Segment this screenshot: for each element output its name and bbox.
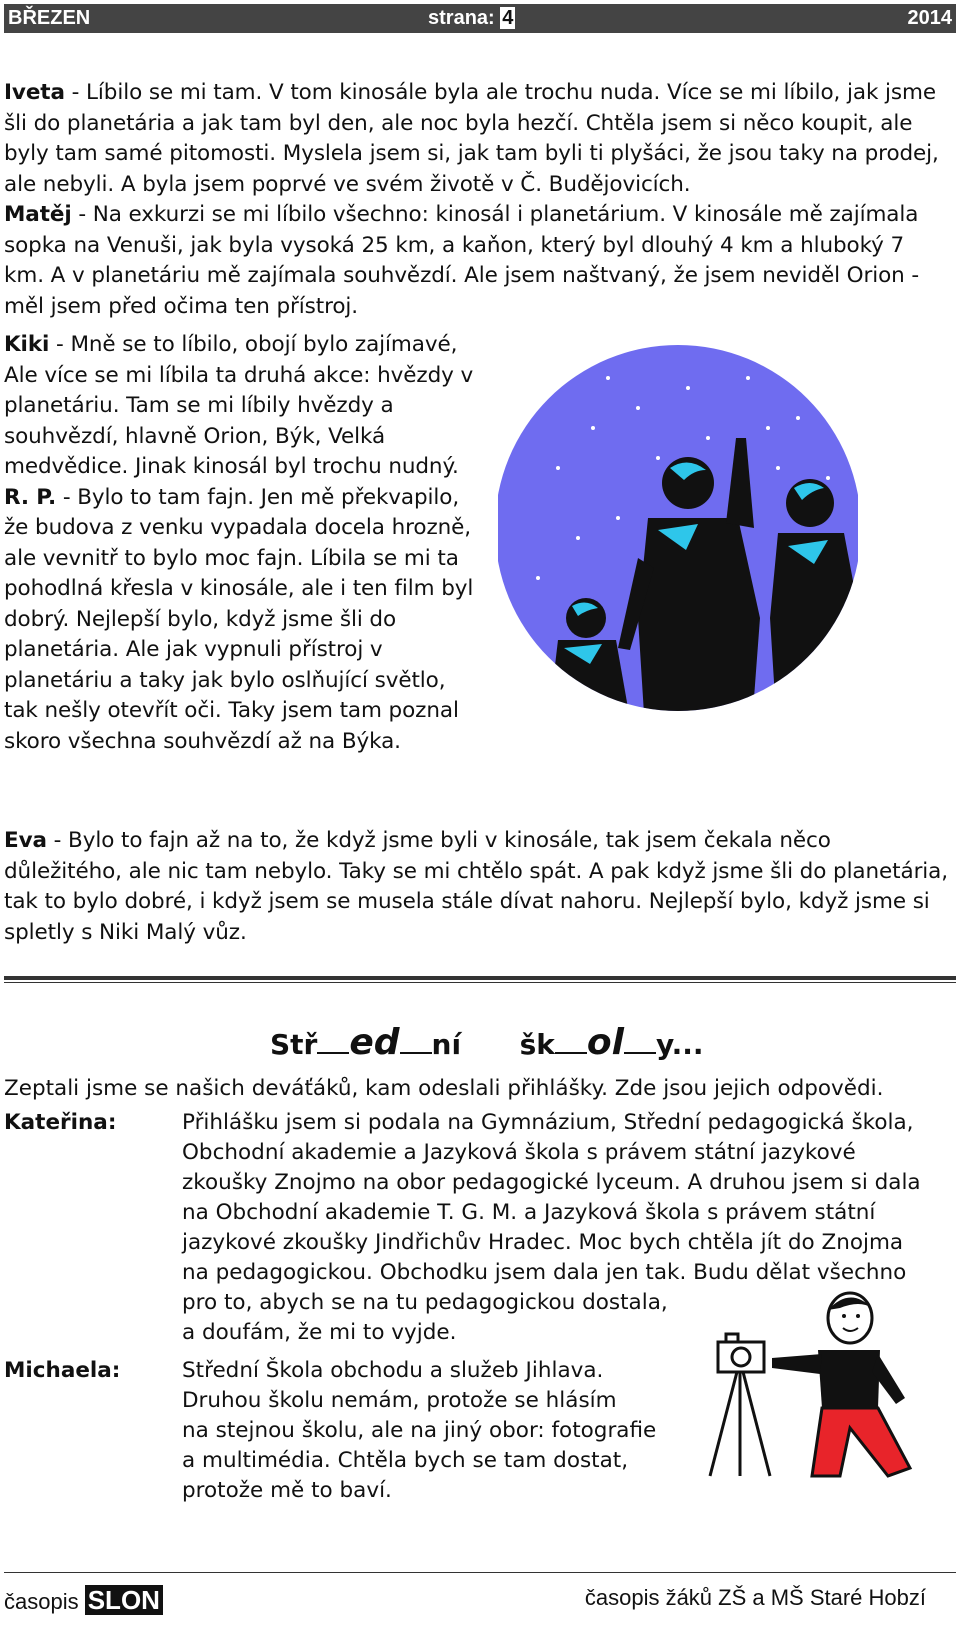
respondent-name: Michaela: bbox=[4, 1358, 121, 1383]
title-part: y... bbox=[655, 1028, 704, 1061]
title-part: šk bbox=[519, 1028, 555, 1061]
footer-divider bbox=[4, 1572, 956, 1573]
opinions-top bbox=[4, 78, 939, 322]
opinion-paragraph bbox=[4, 483, 474, 758]
answer-line: Přihlášku jsem si podala na Gymnázium, Střední pedagogická škola, bbox=[182, 1110, 914, 1135]
page-header bbox=[4, 4, 956, 33]
photographer-illustration bbox=[700, 1288, 920, 1478]
header-page-number: 4 bbox=[502, 7, 514, 29]
opinion-paragraph bbox=[4, 78, 939, 200]
opinion-text: - Líbilo se mi tam. V tom kinosále byla ale trochu nuda. Více se mi líbilo, jak jsme šli do planetária a jak tam byl den, ale noc byla hezčí. Chtěla jsem si něco koupit, ale byly tam samé pitomosti. Myslela jsem si, jak tam byli ti plyšáci, že jsou taky na prodej, ale nebyli. A byla jsem poprvé ve svém životě v Č. Budějovicích. bbox=[4, 80, 939, 197]
answer-line: zkoušky Znojmo na obor pedagogické lyceum. A druhou jsem si dala bbox=[182, 1170, 921, 1195]
person bbox=[772, 1293, 910, 1476]
opinion-paragraph bbox=[4, 826, 952, 948]
opinion-text: - Na exkurzi se mi líbilo všechno: kinosál i planetárium. V kinosále mě zajímala sopka na Venuši, jak byla vysoká 25 km, a kaňon, který byl dlouhý 4 km a hluboký 7 km. A v planetáriu mě zajímala souhvězdí. Ale jsem naštvaný, že jsem neviděl Orion - měl jsem před očima ten přístroj. bbox=[4, 202, 920, 319]
opinion-text: - Bylo to tam fajn. Jen mě překvapilo, že budova z venku vypadala docela hrozně, ale vevnitř to bylo moc fajn. Líbila se mi ta pohodlná křesla v kinosále, ale i ten film byl dobrý. Nejlepší bylo, když jsme šli do planetária. Ale jak vypnuli přístroj v planetáriu a taky jak bylo oslňující světlo, tak nešly otevřít oči. Taky jsem tam poznal skoro všechna souhvězdí až na Býka. bbox=[4, 484, 474, 754]
answer-line: Druhou školu nemám, protože se hlásím bbox=[182, 1388, 617, 1413]
title-part: ol bbox=[586, 1022, 624, 1063]
answer-line: Střední Škola obchodu a služeb Jihlava. bbox=[182, 1358, 604, 1383]
opinion-paragraph bbox=[4, 330, 474, 483]
opinion-author: Eva bbox=[4, 828, 47, 853]
tripod bbox=[710, 1368, 770, 1476]
opinion-eva bbox=[4, 826, 952, 948]
footer-left bbox=[4, 1585, 163, 1616]
opinion-paragraph bbox=[4, 200, 939, 322]
section-divider-thin bbox=[4, 982, 956, 983]
header-month: BŘEZEN bbox=[8, 7, 91, 29]
header-page-label: strana: bbox=[428, 7, 495, 29]
answer-line: protože mě to baví. bbox=[182, 1478, 392, 1503]
respondent-name: Kateřina: bbox=[4, 1110, 117, 1135]
title-part: ní bbox=[431, 1028, 462, 1061]
opinion-author: R. P. bbox=[4, 484, 57, 510]
footer-right: časopis žáků ZŠ a MŠ Staré Hobzí bbox=[584, 1585, 926, 1610]
answer-line: pro to, abych se na tu pedagogickou dostala, bbox=[182, 1290, 668, 1315]
stargazers-illustration bbox=[498, 318, 858, 778]
respondent-answer bbox=[182, 1356, 702, 1506]
survey-intro: Zeptali jsme se našich deváťáků, kam odeslali přihlášky. Zde jsou jejich odpovědi. bbox=[4, 1076, 884, 1101]
answer-line: jazykové zkoušky Jindřichův Hradec. Moc bych chtěla jít do Znojma bbox=[182, 1230, 904, 1255]
section-divider bbox=[4, 976, 956, 980]
footer-brand: SLON bbox=[85, 1585, 163, 1615]
answer-line: na Obchodní akademie T. G. M. a Jazyková škola s právem státní bbox=[182, 1200, 876, 1225]
answer-line: na pedagogickou. Obchodku jsem dala jen tak. Budu dělat všechno bbox=[182, 1260, 907, 1285]
answer-line: a doufám, že mi to vyjde. bbox=[182, 1320, 457, 1345]
footer-prefix: časopis bbox=[4, 1589, 79, 1614]
opinion-text: - Bylo to fajn až na to, že když jsme byli v kinosále, tak jsem čekala něco důležitého, ale nic tam nebylo. Taky se mi chtělo spát. A pak když jsme šli do planetária, tak to bylo dobré, i když jsem se musela stále dívat nahoru. Nejlepší bylo, když jsme si spletly s Niki Malý vůz. bbox=[4, 828, 948, 945]
header-year: 2014 bbox=[907, 7, 952, 29]
title-part: Stř bbox=[270, 1028, 318, 1061]
opinion-author: Iveta bbox=[4, 80, 65, 105]
title-part: ed bbox=[349, 1022, 400, 1063]
opinion-author: Kiki bbox=[4, 332, 50, 357]
opinion-author: Matěj bbox=[4, 202, 72, 227]
header-page bbox=[428, 7, 515, 30]
opinion-text: - Mně se to líbilo, obojí bylo zajímavé, Ale více se mi líbila ta druhá akce: hvězdy v planetáriu. Tam se mi líbily hvězdy a souhvězdí, hlavně Orion, Býk, Velká medvědice. Jinak kinosál byl trochu nudný. bbox=[4, 332, 474, 479]
answer-line: Obchodní akademie a Jazyková škola s právem státní jazykové bbox=[182, 1140, 856, 1165]
answer-line: na stejnou školu, ale na jiný obor: fotografie bbox=[182, 1418, 657, 1443]
opinions-mid bbox=[4, 330, 474, 757]
section-title bbox=[270, 1022, 704, 1063]
answer-line: a multimédia. Chtěla bych se tam dostat, bbox=[182, 1448, 629, 1473]
